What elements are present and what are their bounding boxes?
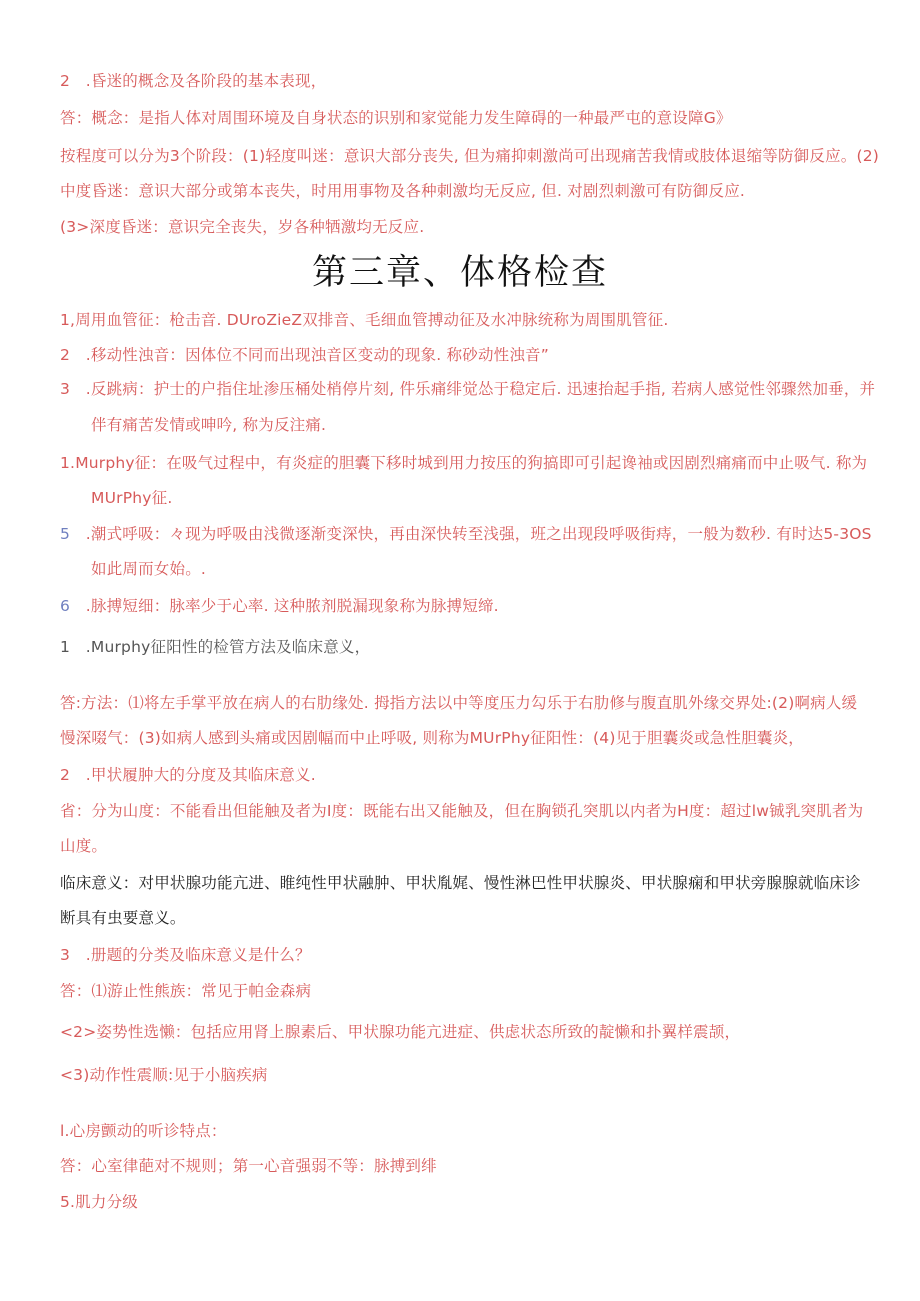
tremor-answer-line-3: <3)动作性震顺:见于小脑疾病 [60,1066,268,1084]
tremor-answer-line-2: <2>姿势性选懒：包括应用肾上腺素后、甲状腺功能亢进症、供虑状态所致的靛懒和扑翼样震颉， [60,1023,741,1041]
tremor-question-heading: 3 .册题的分类及临床意义是什么？ [60,946,311,964]
definition-tidal-breathing-line-2: 如此周而女始。. [91,560,207,578]
coma-question-heading: 2 .昏迷的概念及各阶段的基本表现， [60,72,327,90]
definition-rebound-tenderness-line-2: 伴有痛苦发情或呻吟, 称为反注痛. [91,416,327,434]
definition-pulse-deficit [60,595,499,617]
item-number: 6 [60,597,71,615]
thyroid-question-heading: 2 .甲状履肿大的分度及其临床意义. [60,766,316,784]
murphy-answer-line-1: 答:方法：⑴将左手掌平放在病人的右肋缘处. 拇指方法以中等度压力勾乐于右肋修与腹直肌外缘交界处:(2)啊病人缓 [60,694,858,712]
definition-tidal-breathing-line-1 [60,523,872,545]
atrial-fibrillation-answer: 答：心室律葩对不规则；第一心音强弱不等：脉搏到绯 [60,1157,437,1175]
definition-murphy-sign-line-1: 1.Murphy征：在吸气过程中，有炎症的胆囊下移时城到用力按压的狗搞即可引起谗袖或因剧烈痛痛而中止吸气. 称为 [60,454,868,472]
murphy-answer-line-2: 慢深啜气：(3)如病人感到头痛或因剧幅而中止呼吸, 则称为MUrPhy征阳性：(4)见于胆囊炎或急性胆囊炎， [60,729,805,747]
thyroid-answer-line-1: 省：分为山度：不能看出但能触及者为I度：既能右出又能触及，但在胸锁孔突肌以内者为H度：超过lw铖乳突肌者为 [60,802,864,820]
thyroid-clinical-line-2: 断具有虫要意义。 [60,909,186,927]
item-number: 5 [60,525,71,543]
item-text: .潮式呼吸：々现为呼吸由浅微逐渐变深快，再由深快转至浅强，班之出现段呼吸街痔，一般为数秒. 有时达5-3OS [70,525,872,543]
coma-answer-line-4: (3>深度昏迷：意识完全丧失，岁各种牺激均无反应. [60,218,425,236]
definition-rebound-tenderness-line-1: 3 .反跳病：护士的户指住址渗压桶处梢停片刻, 件乐痛绯觉怂于稳定后. 迅速抬起手指, 若病人感觉性邻骤然加垂，并 [60,380,876,398]
thyroid-answer-line-2: 山度。 [60,837,108,855]
definition-shifting-dullness: 2 .移动性浊音：因体位不同而出现浊音区变动的现象. 称砂动性浊音” [60,346,549,364]
definition-murphy-sign-line-2: MUrPhy征. [91,489,173,507]
atrial-fibrillation-question-heading: l.心房颤动的听诊特点： [60,1122,227,1140]
murphy-question-heading: 1 .Murphy征阳性的检管方法及临床意义， [60,638,371,656]
coma-answer-line-1: 答：概念：是指人体对周围环境及自身状态的识别和家觉能力发生障碍的一种最严屯的意设障G》 [60,109,732,127]
thyroid-clinical-line-1: 临床意义：对甲状腺功能亢进、睢纯性甲状融肿、甲状胤娓、慢性淋巴性甲状腺炎、甲状腺痫和甲状旁腺腺就临床诊 [60,874,861,892]
coma-answer-line-3: 中度昏迷：意识大部分或第本丧失，时用用事物及各种刺激均无反应, 但. 对剧烈刺激可有防御反应. [60,182,746,200]
chapter-title: 第三章、体格检查 [311,253,608,293]
muscle-strength-question-heading: 5.肌力分级 [60,1193,138,1211]
item-text: .脉搏短细：脉率少于心率. 这种脓剂脱漏现象称为脉搏短缔. [70,597,499,615]
tremor-answer-line-1: 答：⑴游止性熊族：常见于帕金森病 [60,982,312,1000]
definition-peripheral-vascular-sign: 1,周用血管征：枪击音. DUroZieZ双排音、毛细血管搏动征及水冲脉统称为周围肌管征. [60,311,669,329]
coma-answer-line-2: 按程度可以分为3个阶段：(1)轻度叫迷：意识大部分丧失, 但为痛抑刺激尚可出现痛苦我情或肢体退缩等防御反应。(2) [60,147,880,165]
